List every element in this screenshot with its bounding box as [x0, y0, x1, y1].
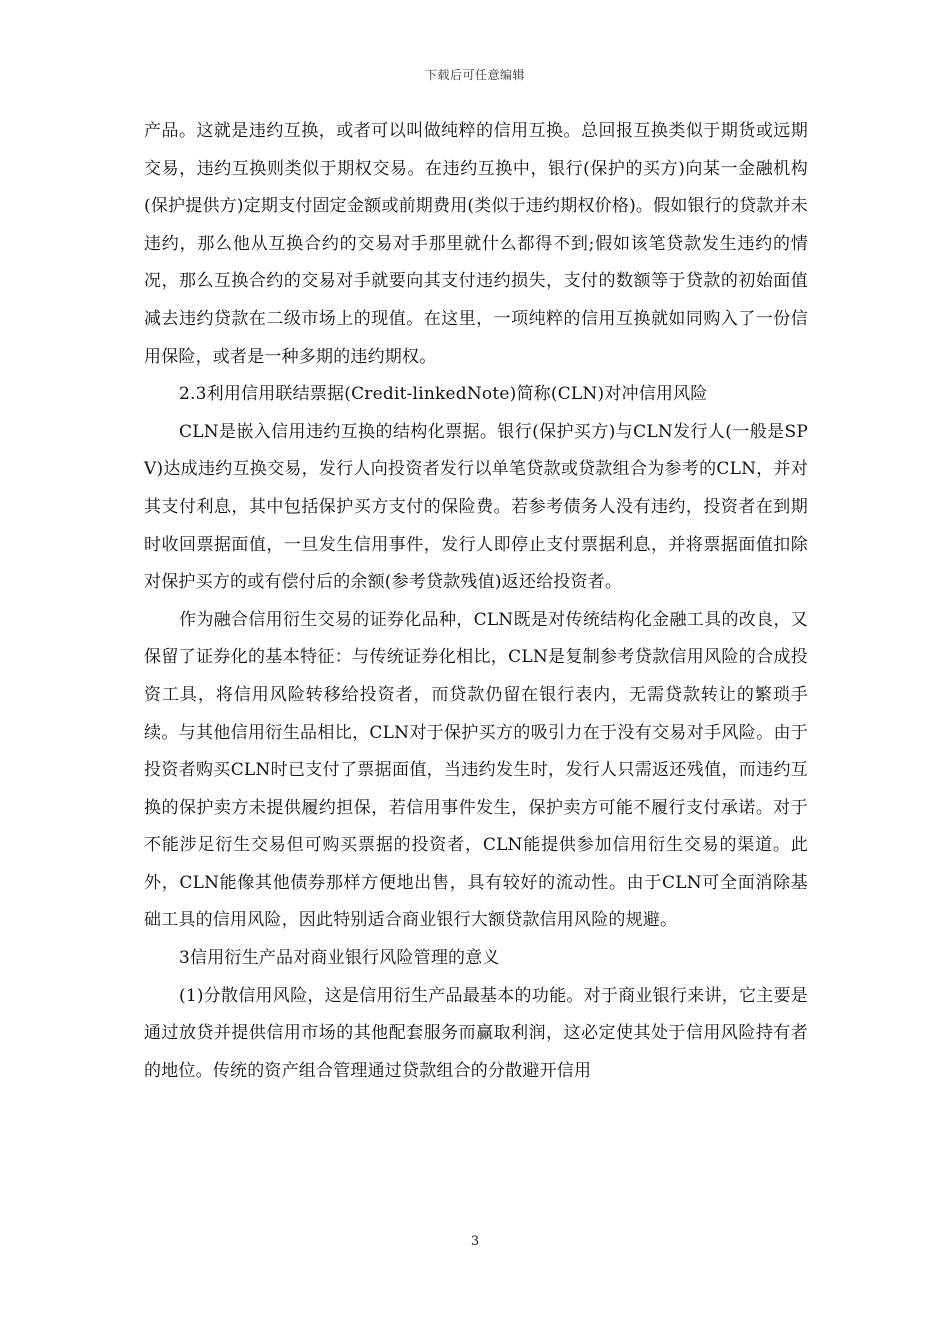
paragraph-cln-definition: CLN是嵌入信用违约互换的结构化票据。银行(保护买方)与CLN发行人(一般是SPV)达成违约互换交易，发行人向投资者发行以单笔贷款或贷款组合为参考的CLN，并对其支付利息，其中包括保护买方支付的保险费。若参考债务人没有违约，投资者在到期时收回票据面值，一旦发生信用事件，发行人即停止支付票据利息，并将票据面值扣除对保护买方的或有偿付后的余额(参考贷款残值)返还给投资者。: [144, 421, 808, 593]
page-number: 3: [470, 1234, 480, 1249]
header-note: 下载后可任意编辑: [424, 68, 525, 82]
paragraph-risk-diversification: (1)分散信用风险，这是信用衍生产品最基本的功能。对于商业银行来讲，它主要是通过放贷并提供信用市场的其他配套服务而赢取利润，这必定使其处于信用风险持有者的地位。传统的资产组合管理通过贷款组合的分散避开信用: [144, 985, 808, 1081]
section-heading-3: 3信用衍生产品对商业银行风险管理的意义: [179, 948, 500, 969]
section-heading-2-3: 2.3利用信用联结票据(Credit-linkedNote)简称(CLN)对冲信用风险: [179, 384, 708, 405]
document-body: [144, 113, 808, 1090]
paragraph-cln-advantages: 作为融合信用衍生交易的证券化品种，CLN既是对传统结构化金融工具的改良，又保留了证券化的基本特征：与传统证券化相比，CLN是复制参考贷款信用风险的合成投资工具，将信用风险转移给投资者，而贷款仍留在银行表内，无需贷款转让的繁琐手续。与其他信用衍生品相比，CLN对于保护买方的吸引力在于没有交易对手风险。由于投资者购买CLN时已支付了票据面值，当违约发生时，发行人只需返还残值，而违约互换的保护卖方未提供履约担保，若信用事件发生，保护卖方可能不履行支付承诺。对于不能涉足衍生交易但可购买票据的投资者，CLN能提供参加信用衍生交易的渠道。此外，CLN能像其他债券那样方便地出售，具有较好的流动性。由于CLN可全面消除基础工具的信用风险，因此特别适合商业银行大额贷款信用风险的规避。: [144, 609, 808, 931]
paragraph-credit-swap: 产品。这就是违约互换，或者可以叫做纯粹的信用互换。总回报互换类似于期货或远期交易，违约互换则类似于期权交易。在违约互换中，银行(保护的买方)向某一金融机构(保护提供方)定期支付固定金额或前期费用(类似于违约期权价格)。假如银行的贷款并未违约，那么他从互换合约的交易对手那里就什么都得不到;假如该笔贷款发生违约的情况，那么互换合约的交易对手就要向其支付违约损失，支付的数额等于贷款的初始面值减去违约贷款在二级市场上的现值。在这里，一项纯粹的信用互换就如同购入了一份信用保险，或者是一种多期的违约期权。: [144, 121, 808, 367]
